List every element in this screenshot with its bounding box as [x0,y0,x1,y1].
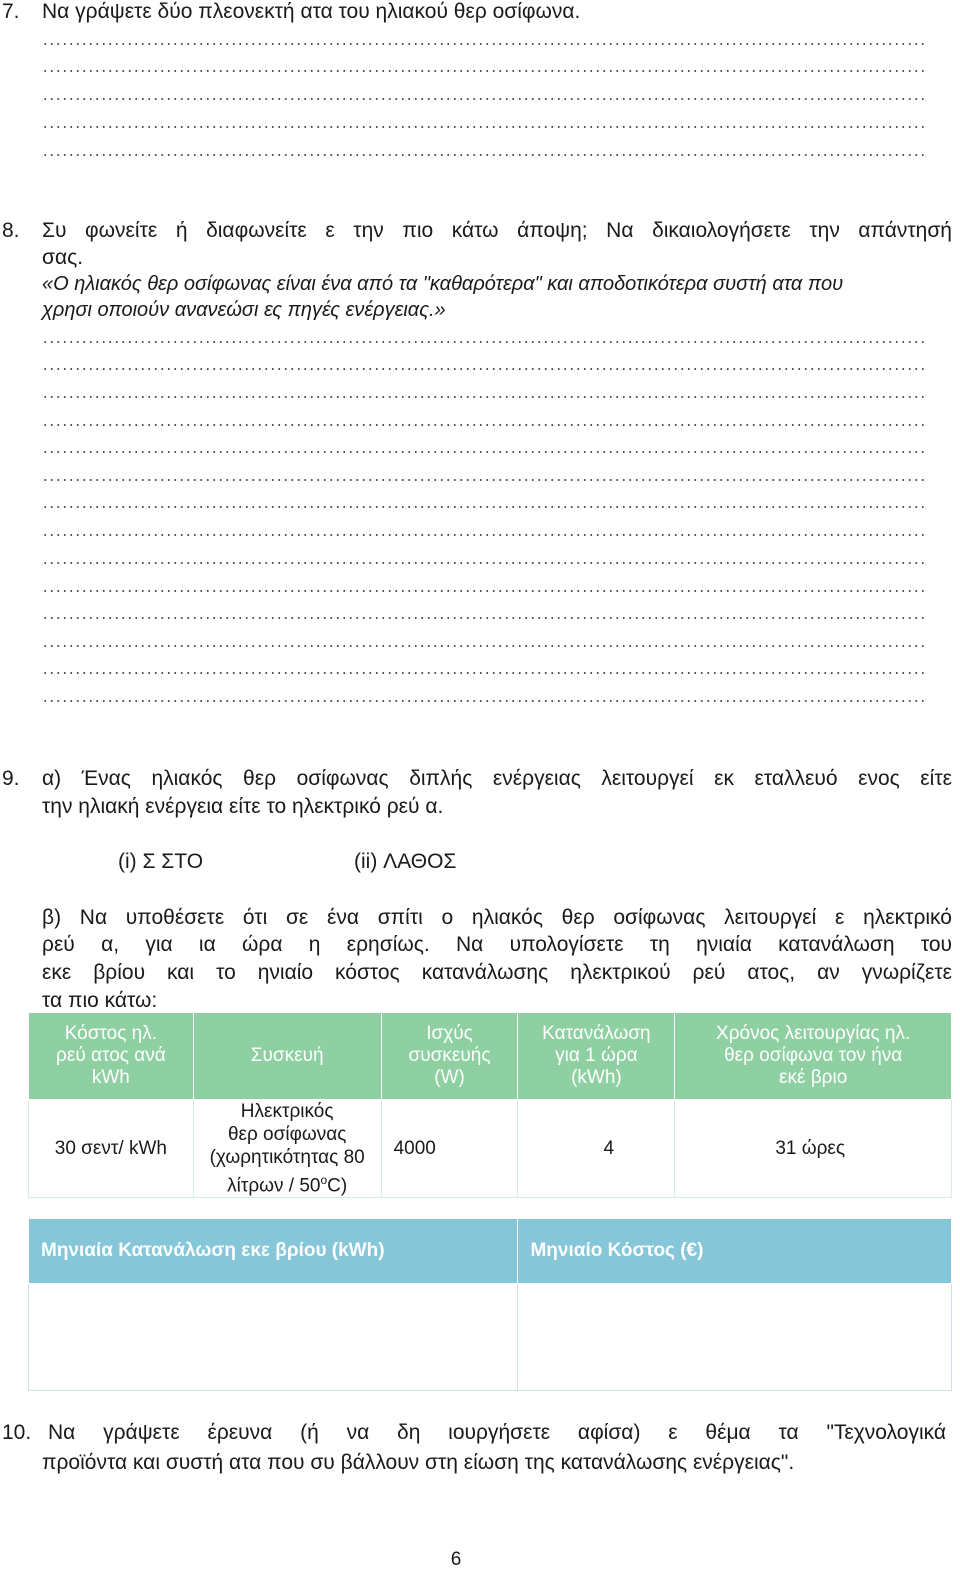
answer-line[interactable] [42,43,926,45]
answer-line[interactable] [42,341,926,343]
header-cost: Κόστος ηλ. ρεύ ατος ανά kWh [29,1013,194,1100]
q9b-line4: τα πιο κάτω: [42,989,158,1012]
cell-consumption: 4 [518,1100,675,1198]
answer-line[interactable] [42,562,926,564]
cell-cost: 30 σεντ/ kWh [29,1100,194,1198]
answer-line[interactable] [42,617,926,619]
answer-row [29,1284,952,1391]
answer-line[interactable] [42,368,926,370]
cell-device: Ηλεκτρικός θερ οσίφωνας (χωρητικότητας 80 λίτρων / 50$^o$C) [193,1100,381,1198]
q10-number: 10. [2,1421,32,1444]
header-consumption: Κατανάλωση για 1 ώρα (kWh) [518,1013,675,1100]
answer-cell-cost[interactable] [518,1284,952,1391]
q7-number: 7. [2,0,20,23]
q8-text-line1: Συ φωνείτε ή διαφωνείτε ε την πιο κάτω άποψη; Να δικαιολογήσετε την απάντησή [42,219,952,242]
header-power: Ισχύς συσκευής (W) [381,1013,518,1100]
q8-text-line2: σας. [42,246,84,269]
q7-text: Να γράψετε δύο πλεονεκτή ατα του ηλιακού θερ οσίφωνα. [42,0,581,23]
answer-line[interactable] [42,154,926,156]
answer-line[interactable] [42,700,926,702]
answer-line[interactable] [42,126,926,128]
cell-time: 31 ώρες [675,1100,952,1198]
answer-line[interactable] [42,98,926,100]
answer-line[interactable] [42,590,926,592]
answer-table-header [29,1219,952,1284]
answer-line[interactable] [42,479,926,481]
option-true[interactable]: (i) Σ ΣΤΟ [118,850,204,873]
q8-quote-line2: χρησι οποιούν ανανεώσι ες πηγές ενέργειας.» [42,299,446,321]
cell-power: 4000 [381,1100,518,1198]
answer-table [28,1218,952,1391]
answer-cell-consumption[interactable] [29,1284,518,1391]
q9-number: 9. [2,767,20,790]
answer-line[interactable] [42,424,926,426]
header-monthly-cost: Μηνιαίο Κόστος (€) [518,1219,952,1284]
q8-number: 8. [2,219,20,242]
table-row [29,1100,952,1198]
q9b-line2: ρεύ α, για ια ώρα η ερησίως. Να υπολογίσετε τη ηνιαία κατανάλωση του [42,933,952,956]
q10-line1: Να γράψετε έρευνα (ή να δη ιουργήσετε αφίσα) ε θέμα τα "Τεχνολογικά [48,1421,946,1444]
q9a-line2: την ηλιακή ενέργεια είτε το ηλεκτρικό ρεύ α. [42,795,444,818]
answer-line[interactable] [42,672,926,674]
page-number: 6 [450,1549,462,1570]
option-false[interactable]: (ii) ΛΑΘΟΣ [354,850,457,873]
q8-quote-line1: «Ο ηλιακός θερ οσίφωνας είναι ένα από τα "καθαρότερα" και αποδοτικότερα συστή ατα που [42,273,844,295]
q9b-line1: β) Να υποθέσετε ότι σε ένα σπίτι ο ηλιακός θερ οσίφωνας λειτουργεί ε ηλεκτρικό [42,906,952,929]
table-header-row [29,1013,952,1100]
q9b-line3: εκε βρίου και το ηνιαίο κόστος κατανάλωσης ηλεκτρικού ρεύ ατος, αν γνωρίζετε [42,961,952,984]
header-device: Συσκευή [193,1013,381,1100]
answer-line[interactable] [42,645,926,647]
answer-line[interactable] [42,70,926,72]
answer-line[interactable] [42,506,926,508]
q10-line2: προϊόντα και συστή ατα που συ βάλλουν στη είωση της κατανάλωσης ενέργειας". [42,1451,795,1474]
answer-line[interactable] [42,451,926,453]
answer-line[interactable] [42,396,926,398]
data-table [28,1012,952,1198]
answer-line[interactable] [42,534,926,536]
q9a-line1: α) Ένας ηλιακός θερ οσίφωνας διπλής ενέργειας λειτουργεί εκ εταλλευό ενος είτε [42,767,952,790]
header-time: Χρόνος λειτουργίας ηλ. θερ οσίφωνα τον ήνα εκέ βριο [675,1013,952,1100]
header-monthly-consumption: Μηνιαία Κατανάλωση εκε βρίου (kWh) [29,1219,518,1284]
